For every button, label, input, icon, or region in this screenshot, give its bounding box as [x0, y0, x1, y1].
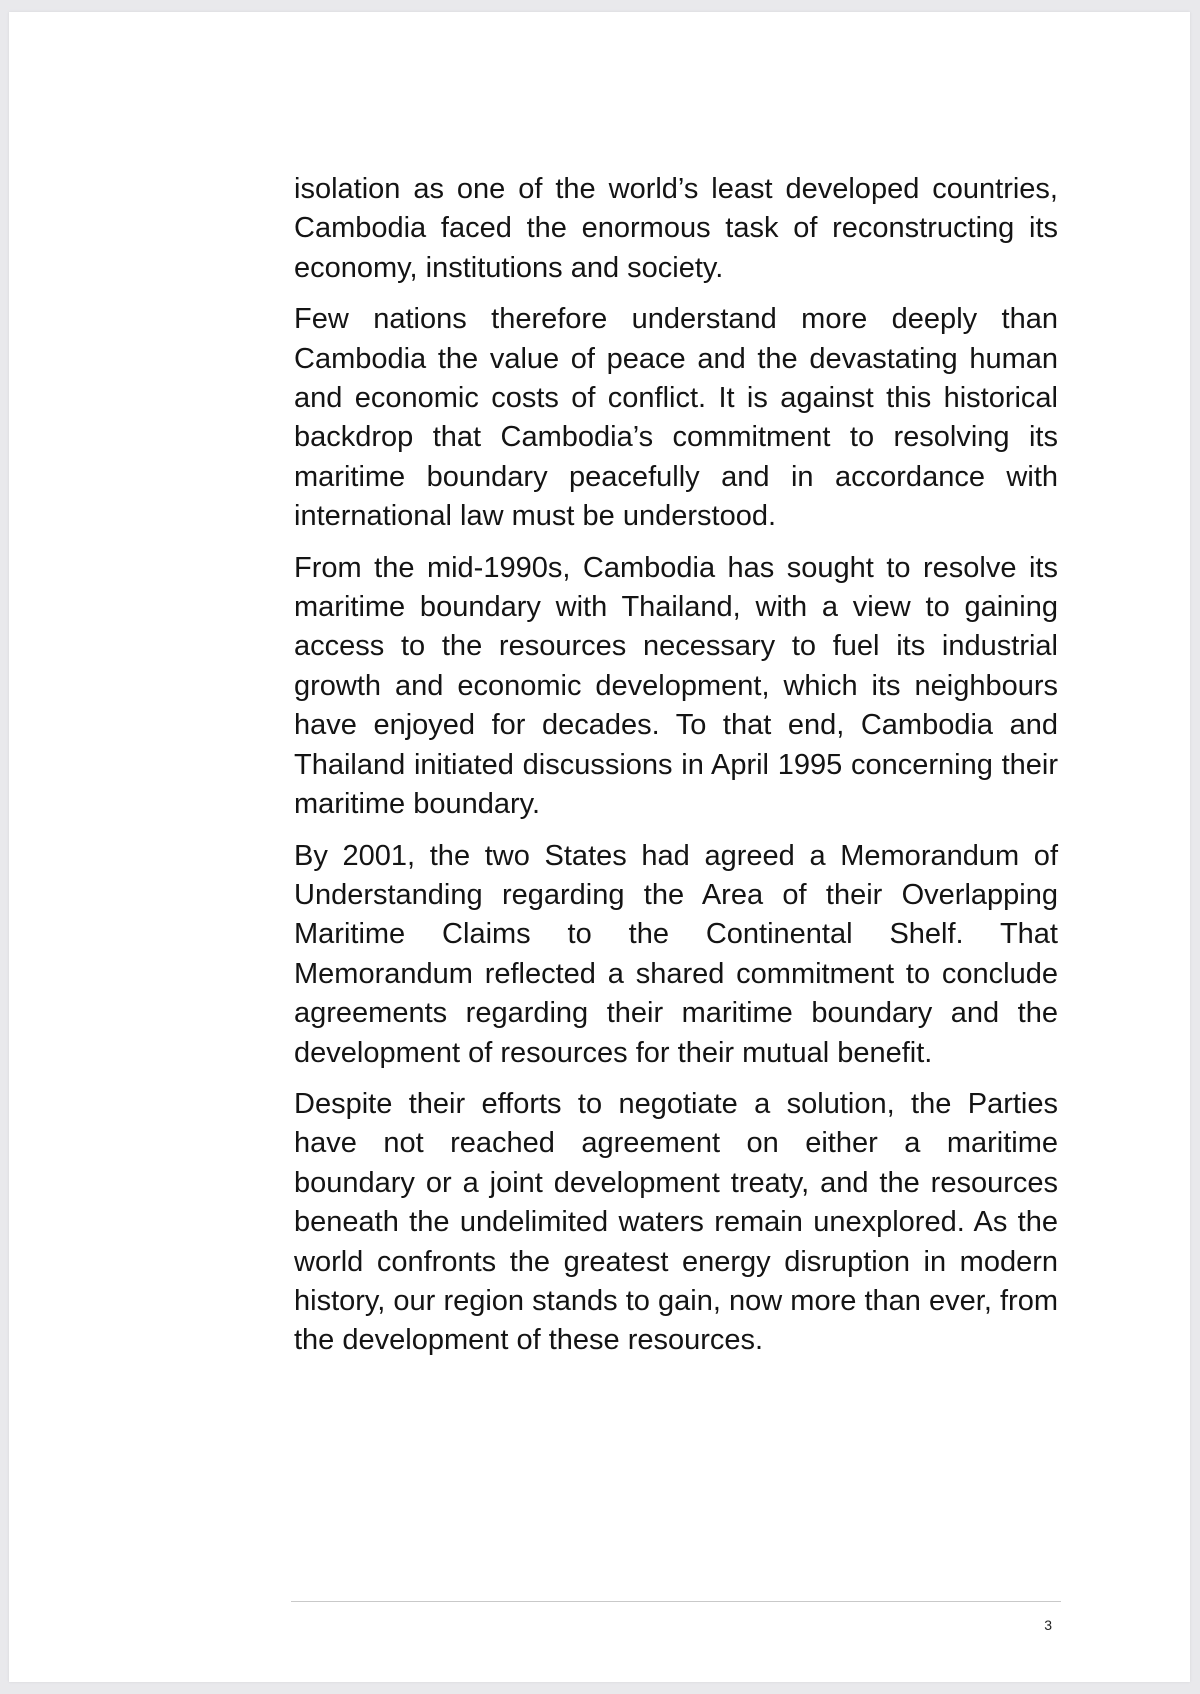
body-text — [294, 170, 1058, 1373]
paragraph: Few nations therefore understand more deeply than Cambodia the value of peace and the devastating human and economic costs of conflict. It is against this historical backdrop that Cambodia’s commitment to resolving its maritime boundary peacefully and in accordance with international law must be understood. — [294, 303, 1058, 533]
document-page — [9, 12, 1190, 1682]
paragraph: From the mid-1990s, Cambodia has sought to resolve its maritime boundary with Thailand, with a view to gaining access to the resources necessary to fuel its industrial growth and economic development, which its neighbours have enjoyed for decades. To that end, Cambodia and Thailand initiated discussions in April 1995 concerning their maritime boundary. — [294, 551, 1058, 821]
paragraph: isolation as one of the world’s least developed countries, Cambodia faced the enormous task of reconstructing its economy, institutions and society. — [294, 173, 1058, 284]
footer-divider — [291, 1601, 1061, 1602]
page-number: 3 — [1044, 1617, 1052, 1633]
paragraph: By 2001, the two States had agreed a Memorandum of Understanding regarding the Area of their Overlapping Maritime Claims to the Continental Shelf. That Memorandum reflected a shared commitment to conclude agreements regarding their maritime boundary and the development of resources for their mutual benefit. — [294, 839, 1058, 1069]
paragraph: Despite their efforts to negotiate a solution, the Parties have not reached agreement on either a maritime boundary or a joint development treaty, and the resources beneath the undelimited waters remain unexplored. As the world confronts the greatest energy disruption in modern history, our region stands to gain, now more than ever, from the development of these resources. — [294, 1087, 1058, 1357]
